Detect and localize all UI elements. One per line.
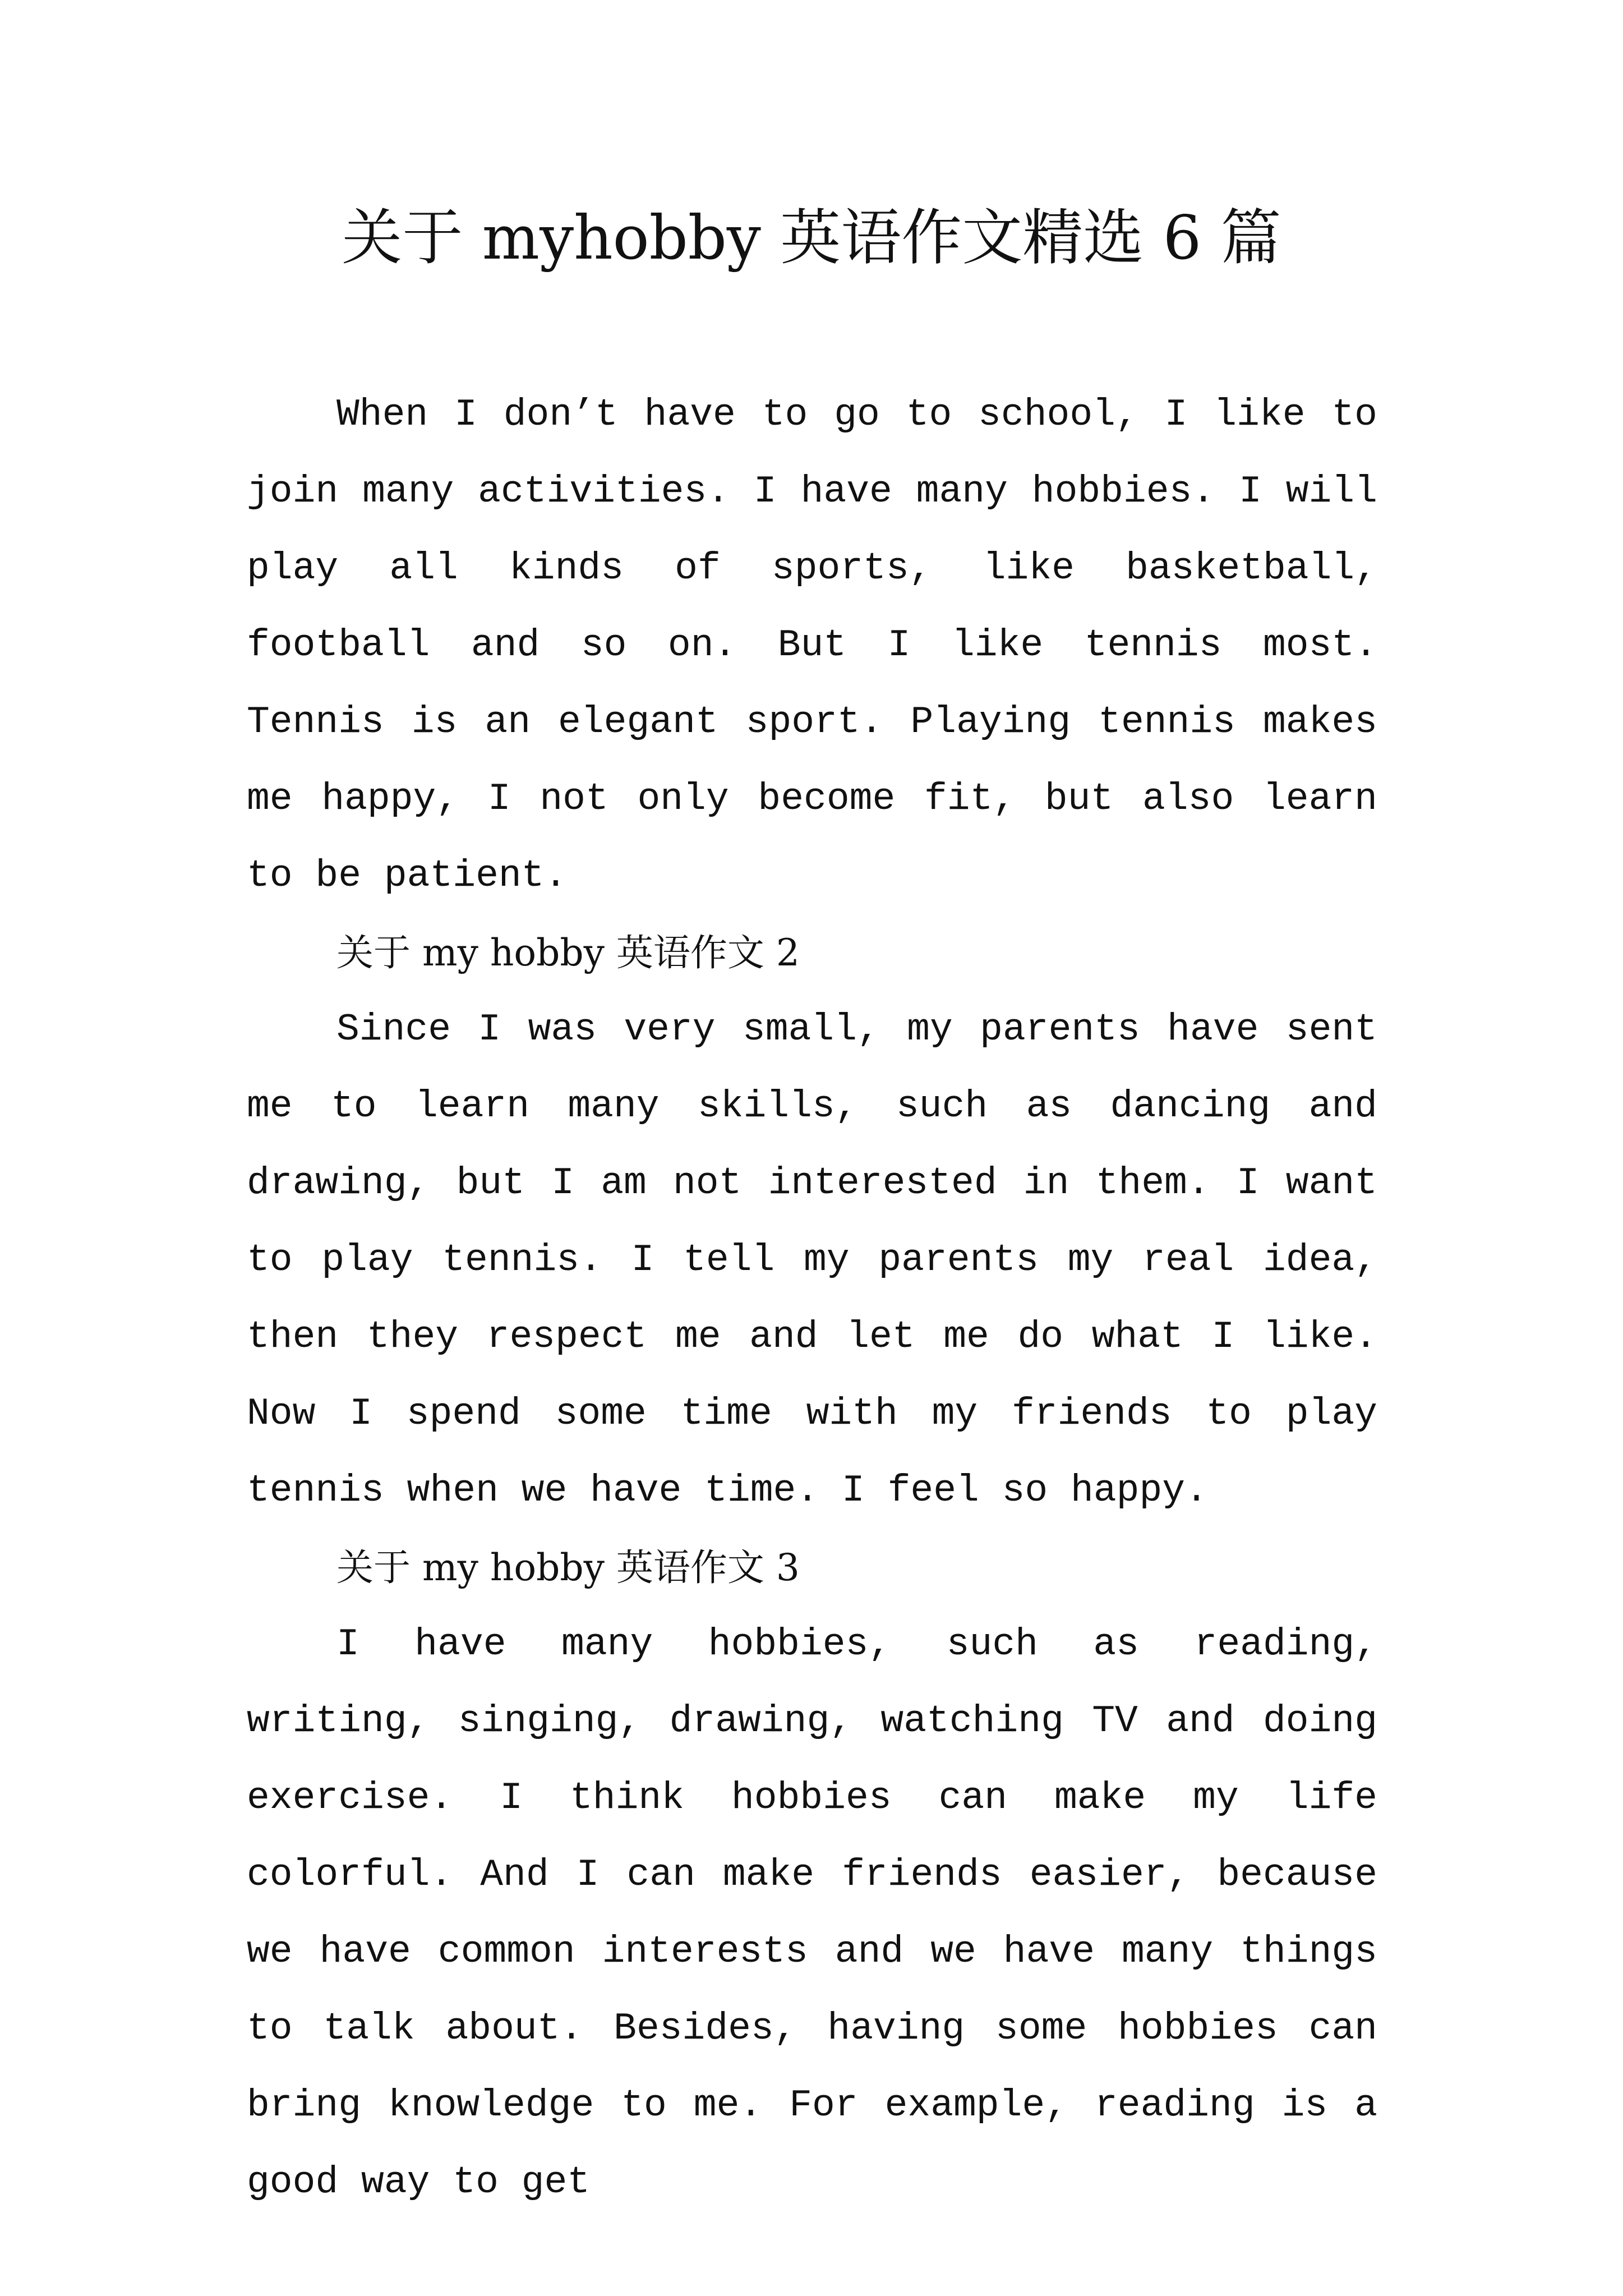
essay-heading-2: 关于 my hobby 英语作文 2 <box>336 931 800 974</box>
essay-paragraph-1: When I don’t have to go to school, I like to join many activities. I have many hobbies. I will play all kinds of sports, like basketball, football and so on. But I like tennis most. Tennis is an elegant sport. Playing tennis makes me happy, I not only become fit, but also learn to be patient. <box>247 393 1377 898</box>
document-title: 关于 myhobby 英语作文精选 6 篇 <box>342 203 1281 273</box>
essay-paragraph-2: Since I was very small, my parents have sent me to learn many skills, such as dancing and drawing, but I am not interested in them. I want to play tennis. I tell my parents my real idea, then they respect me and let me do what I like. Now I spend some time with my friends to play tennis when we have time. I feel so happy. <box>247 1008 1377 1512</box>
document-body <box>247 376 1377 2221</box>
essay-paragraph-3: I have many hobbies, such as reading, writing, singing, drawing, watching TV and doing exercise. I think hobbies can make my life colorful. And I can make friends easier, because we have common interests and we have many things to talk about. Besides, having some hobbies can bring knowledge to me. For example, reading is a good way to get <box>247 1623 1377 2204</box>
essay-heading-3: 关于 my hobby 英语作文 3 <box>336 1546 800 1589</box>
